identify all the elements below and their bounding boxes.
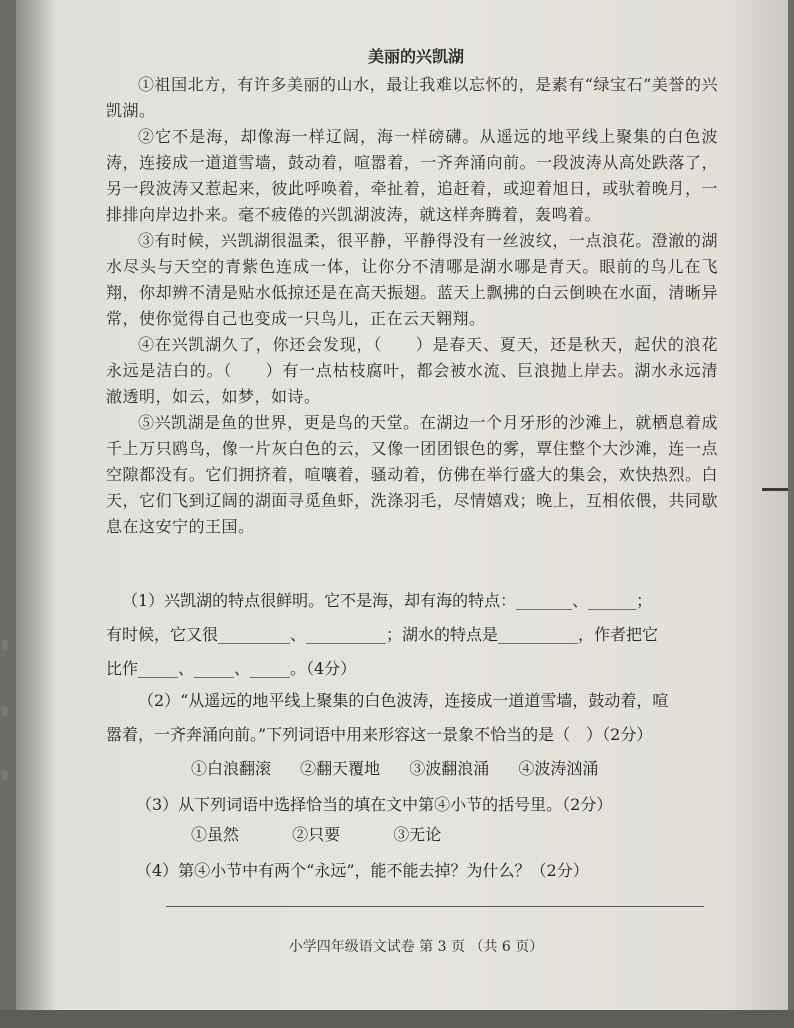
paragraph-2: ②它不是海，却像海一样辽阔，海一样磅礴。从遥远的地平线上聚集的白色波涛，连接成一道道雪墙，鼓动着，喧嚣着，一齐奔涌向前。一段波涛从高处跌落了，另一段波涛又惹起来，彼此呼唤着，牵扯着，追赶着，或迎着旭日，或驮着晚月，一排排向岸边扑来。毫不疲倦的兴凯湖波涛，就这样奔腾着，轰鸣着。 xyxy=(106,127,718,224)
paragraph-3: ③有时候，兴凯湖很温柔，很平静，平静得没有一丝波纹，一点浪花。澄澈的湖水尽头与天空的青紫色连成一体，让你分不清哪是湖水哪是青天。眼前的鸟儿在飞翔，你却辨不清是贴水低掠还是在高天振翅。蓝天上飘拂的白云倒映在水面，清晰异常，使你觉得自己也变成一只鸟儿，正在云天翱翔。 xyxy=(106,231,718,328)
question-1-line-2: 有时候，它又很_________、__________；湖水的特点是__________，作者把它 xyxy=(106,625,659,644)
question-2-line-1: （2）“从遥远的地平线上聚集的白色波涛，连接成一道道雪墙，鼓动着，喧 xyxy=(138,691,669,710)
question-1 xyxy=(106,584,726,686)
question-3-options xyxy=(191,822,489,845)
margin-mark xyxy=(2,706,8,716)
margin-mark xyxy=(2,640,8,650)
table-edge xyxy=(0,1010,794,1028)
exam-page xyxy=(16,0,788,1028)
q3-option-3: ③无论 xyxy=(393,825,442,844)
paragraph-5: ⑤兴凯湖是鱼的世界，更是鸟的天堂。在湖边一个月牙形的沙滩上，就栖息着成千上万只鸥鸟，像一片灰白色的云，又像一团团银色的雾，覃住整个大沙滩，连一点空隙都没有。它们拥挤着，喧嚷着，骚动着，仿佛在举行盛大的集会，欢快热烈。白天，它们飞到辽阔的湖面寻觅鱼虾，洗涤羽毛，尽情嬉戏；晚上，互相依偎，共同歇息在这安宁的王国。 xyxy=(106,413,718,536)
question-2-line-2: 嚣着，一齐奔涌向前。”下列词语中用来形容这一景象不恰当的是（ ）（2分） xyxy=(106,725,653,744)
page-footer: 小学四年级语文试卷 第 3 页 （共 6 页） xyxy=(288,939,544,955)
question-4: （4）第④小节中有两个“永远”，能不能去掉？为什么？（2分） xyxy=(136,861,589,880)
question-1-line-3: 比作_____、_____、_____。（4分） xyxy=(106,659,357,678)
paragraph-1: ①祖国北方，有许多美丽的山水，最让我难以忘怀的，是素有“绿宝石”美誉的兴凯湖。 xyxy=(106,75,718,120)
passage-body xyxy=(106,72,718,540)
q2-option-1: ①白浪翻滚 xyxy=(191,759,272,778)
q2-option-3: ③波翻浪涌 xyxy=(409,759,490,778)
margin-mark xyxy=(2,770,8,780)
page-binding-shadow xyxy=(16,0,56,1028)
q2-option-4: ④波涛汹涌 xyxy=(518,759,599,778)
question-2 xyxy=(106,684,726,752)
question-2-options xyxy=(191,756,622,779)
q3-option-1: ①虽然 xyxy=(191,825,240,844)
question-3: （3）从下列词语中选择恰当的填在文中第④小节的括号里。（2分） xyxy=(136,795,613,814)
answer-line xyxy=(166,906,704,907)
passage-title: 美丽的兴凯湖 xyxy=(367,47,464,66)
paragraph-4: ④在兴凯湖久了，你还会发现，（ ）是春天、夏天，还是秋天，起伏的浪花永远是洁白的。（ ）有一点枯枝腐叶，都会被水流、巨浪抛上岸去。湖水永远清澈透明，如云，如梦，如诗。 xyxy=(106,335,718,406)
q2-option-2: ②翻天覆地 xyxy=(300,759,381,778)
question-1-line-1: （1）兴凯湖的特点很鲜明。它不是海，却有海的特点：_______、______； xyxy=(122,591,653,610)
q3-option-2: ②只要 xyxy=(292,825,341,844)
edge-mark xyxy=(762,488,788,491)
